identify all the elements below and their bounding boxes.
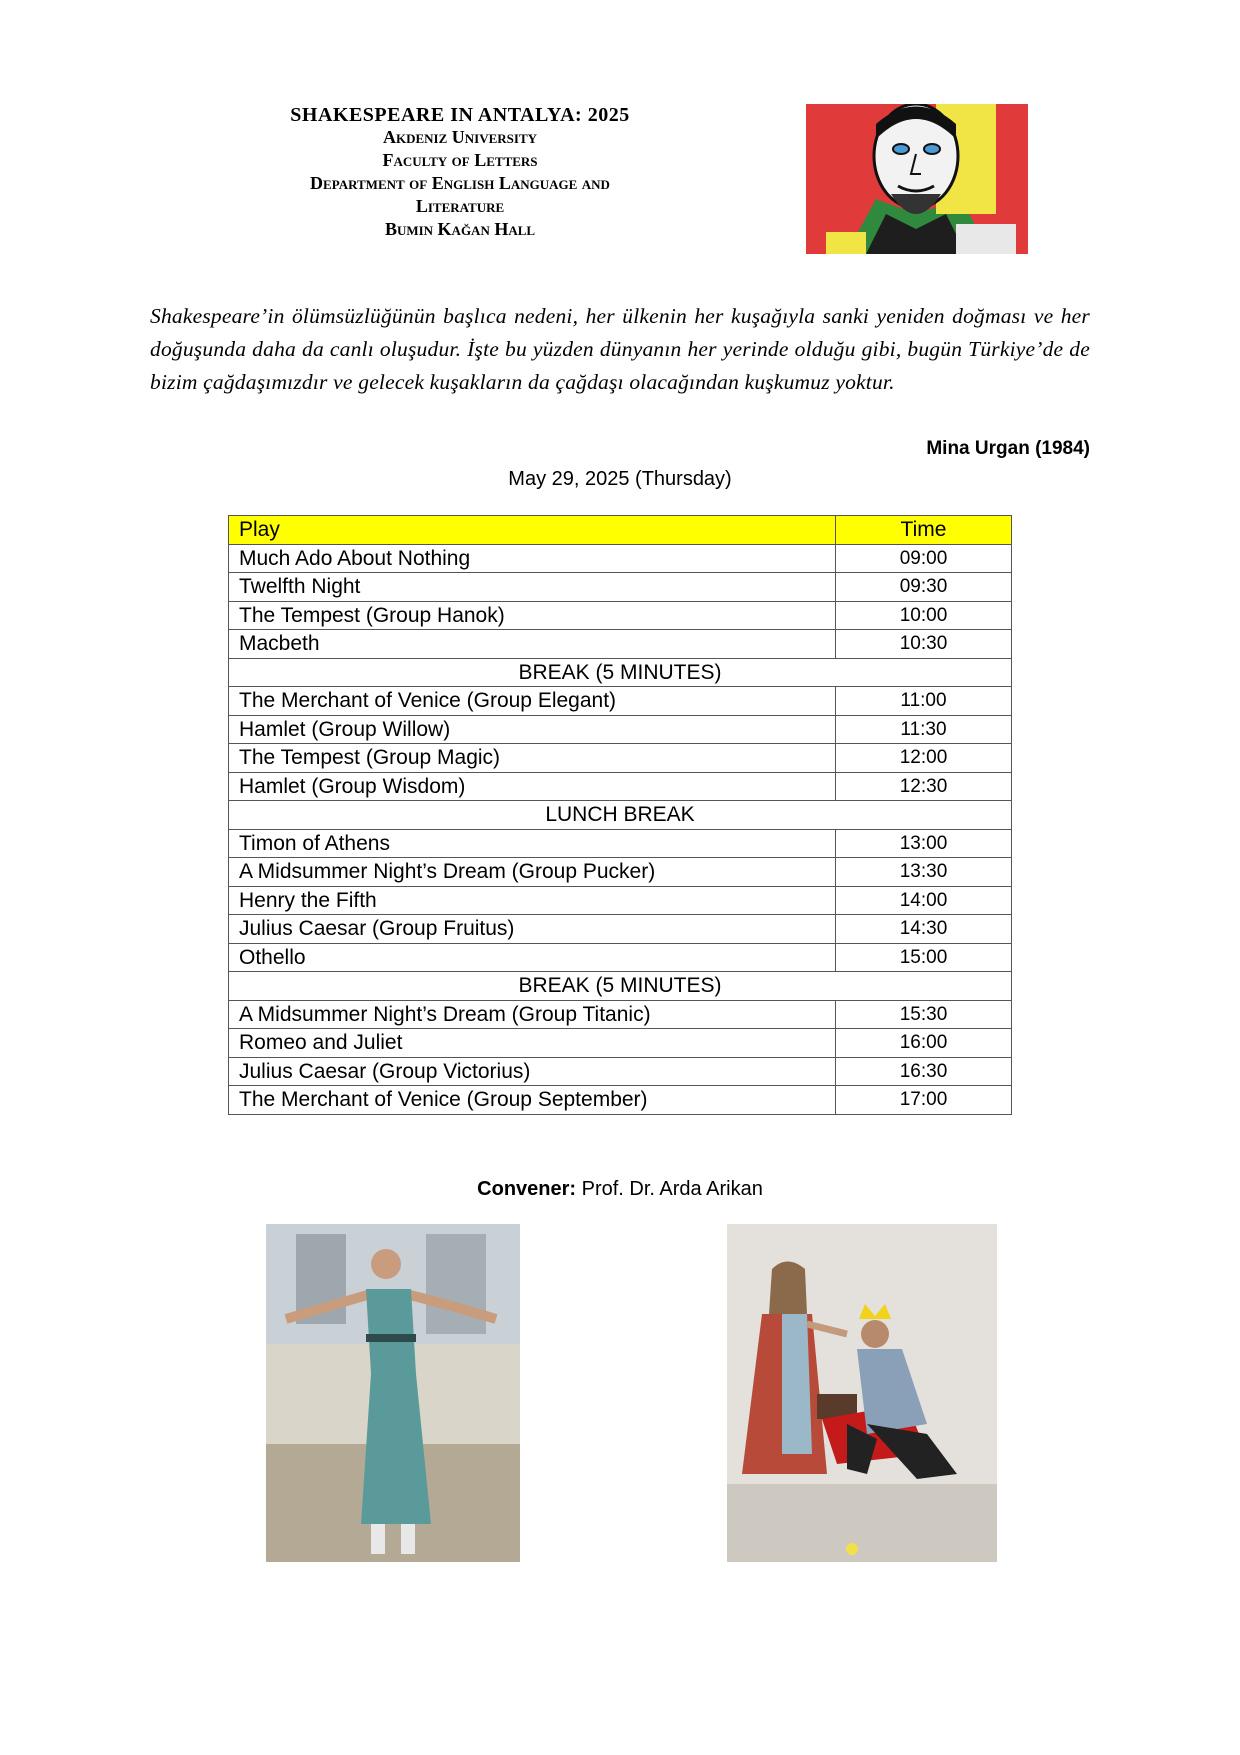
play-cell: Julius Caesar (Group Fruitus) — [229, 915, 836, 944]
time-cell: 11:30 — [836, 715, 1012, 744]
break-cell: LUNCH BREAK — [229, 801, 1012, 830]
table-row — [229, 601, 1012, 630]
convener-line — [300, 1178, 940, 1201]
play-cell: Hamlet (Group Willow) — [229, 715, 836, 744]
table-row — [229, 544, 1012, 573]
convener-name: Prof. Dr. Arda Arikan — [581, 1178, 763, 1200]
break-cell: BREAK (5 MINUTES) — [229, 658, 1012, 687]
event-date: May 29, 2025 (Thursday) — [508, 468, 732, 490]
time-cell: 10:00 — [836, 601, 1012, 630]
table-row — [229, 715, 1012, 744]
table-row — [229, 573, 1012, 602]
table-row — [229, 829, 1012, 858]
play-cell: Timon of Athens — [229, 829, 836, 858]
shakespeare-portrait-image — [806, 104, 1028, 254]
table-row — [229, 858, 1012, 887]
convener-label: Convener: — [477, 1178, 577, 1200]
event-title: SHAKESPEARE IN ANTALYA: 2025 — [290, 104, 630, 126]
time-cell: 16:00 — [836, 1029, 1012, 1058]
play-cell: Othello — [229, 943, 836, 972]
play-cell: Hamlet (Group Wisdom) — [229, 772, 836, 801]
break-row — [229, 972, 1012, 1001]
table-row — [229, 630, 1012, 659]
shakespeare-quote: Shakespeare’in ölümsüzlüğünün başlıca nedeni, her ülkenin her kuşağıyla sanki yeniden doğması ve her doğuşunda daha da canlı oluşudur. İşte bu yüzden dünyanın her yerinde olduğu gibi, bugün Türkiye’de de bizim çağdaşımızdır ve gelecek kuşakların da çağdaşı olacağından kuşkumuz yoktur. — [150, 304, 1090, 394]
time-cell: 11:00 — [836, 687, 1012, 716]
venue-name: Bumin Kağan Hall — [384, 219, 536, 239]
play-cell: The Tempest (Group Magic) — [229, 744, 836, 773]
time-cell: 10:30 — [836, 630, 1012, 659]
time-cell: 13:30 — [836, 858, 1012, 887]
break-row — [229, 801, 1012, 830]
table-row — [229, 1057, 1012, 1086]
play-cell: Twelfth Night — [229, 573, 836, 602]
time-cell: 15:00 — [836, 943, 1012, 972]
university-name: Akdeniz University — [382, 127, 538, 147]
time-cell: 16:30 — [836, 1057, 1012, 1086]
play-cell: Much Ado About Nothing — [229, 544, 836, 573]
play-cell: A Midsummer Night’s Dream (Group Pucker) — [229, 858, 836, 887]
break-row — [229, 658, 1012, 687]
time-cell: 14:30 — [836, 915, 1012, 944]
table-row — [229, 886, 1012, 915]
time-column-header: Time — [836, 516, 1012, 545]
table-row — [229, 915, 1012, 944]
time-cell: 12:00 — [836, 744, 1012, 773]
table-row — [229, 772, 1012, 801]
play-cell: The Merchant of Venice (Group September) — [229, 1086, 836, 1115]
time-cell: 09:00 — [836, 544, 1012, 573]
time-cell: 09:30 — [836, 573, 1012, 602]
faculty-name: Faculty of Letters — [382, 150, 538, 170]
play-cell: Julius Caesar (Group Victorius) — [229, 1057, 836, 1086]
table-row — [229, 744, 1012, 773]
table-row — [229, 687, 1012, 716]
play-cell: The Merchant of Venice (Group Elegant) — [229, 687, 836, 716]
time-cell: 13:00 — [836, 829, 1012, 858]
schedule-table — [228, 515, 1012, 1115]
table-row — [229, 1086, 1012, 1115]
time-cell: 17:00 — [836, 1086, 1012, 1115]
table-row — [229, 1029, 1012, 1058]
department-name: Department of English Language and — [310, 173, 610, 193]
department-name-cont: Literature — [415, 196, 505, 216]
play-cell: A Midsummer Night’s Dream (Group Titanic) — [229, 1000, 836, 1029]
table-row — [229, 943, 1012, 972]
quote-author: Mina Urgan (1984) — [926, 438, 1090, 459]
table-row — [229, 1000, 1012, 1029]
play-cell: Romeo and Juliet — [229, 1029, 836, 1058]
performance-photo-couple — [727, 1224, 997, 1562]
performance-photo-actor — [266, 1224, 520, 1562]
time-cell: 15:30 — [836, 1000, 1012, 1029]
play-cell: Henry the Fifth — [229, 886, 836, 915]
time-cell: 14:00 — [836, 886, 1012, 915]
time-cell: 12:30 — [836, 772, 1012, 801]
schedule-header-row — [229, 516, 1012, 545]
play-column-header: Play — [229, 516, 836, 545]
break-cell: BREAK (5 MINUTES) — [229, 972, 1012, 1001]
play-cell: The Tempest (Group Hanok) — [229, 601, 836, 630]
play-cell: Macbeth — [229, 630, 836, 659]
event-header — [200, 104, 720, 241]
